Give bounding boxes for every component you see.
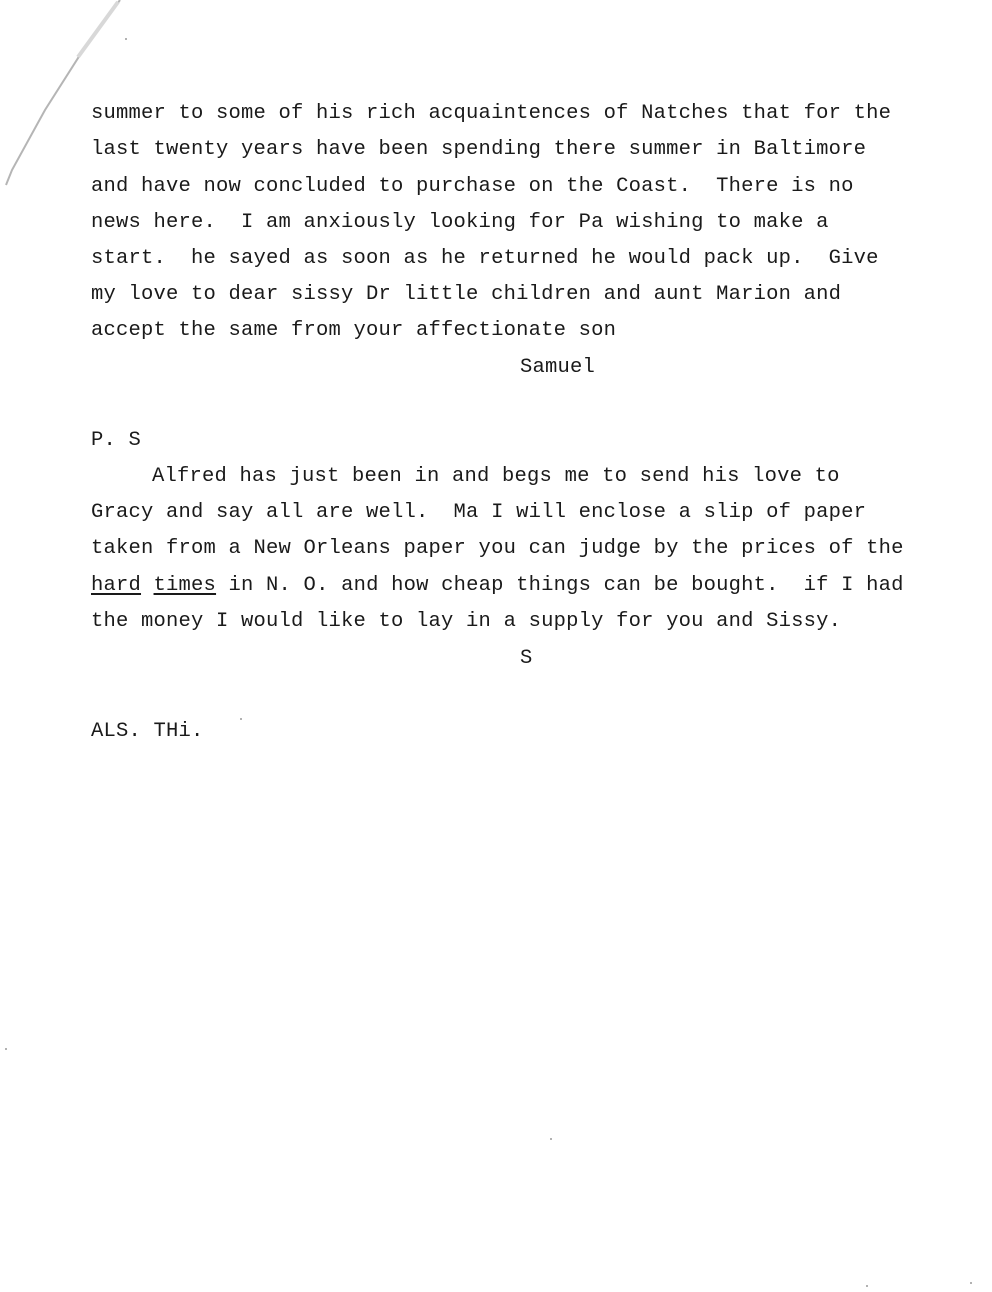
- scan-speck: [970, 1282, 972, 1284]
- letter-line-4: news here. I am anxiously looking for Pa wishing to make a: [91, 211, 829, 234]
- postscript-line-1: Alfred has just been in and begs me to send his love to: [152, 465, 840, 488]
- scan-speck: [5, 1048, 7, 1050]
- scan-speck: [125, 38, 127, 40]
- letter-line-7: accept the same from your affectionate son: [91, 319, 617, 342]
- underlined-hard: hard: [91, 574, 142, 597]
- letter-signature: Samuel: [520, 356, 596, 379]
- letter-line-3: and have now concluded to purchase on the Coast. There is no: [91, 175, 854, 198]
- postscript-signature: S: [520, 647, 533, 670]
- letter-line-2: last twenty years have been spending there summer in Baltimore: [91, 138, 867, 161]
- postscript-line-4: [91, 573, 904, 599]
- scan-speck: [866, 1285, 868, 1287]
- underlined-times: times: [153, 574, 217, 597]
- scan-speck: [550, 1138, 552, 1140]
- scan-speck: [240, 718, 242, 720]
- letter-line-6: my love to dear sissy Dr little children and aunt Marion and: [91, 283, 842, 306]
- postscript-heading: P. S: [91, 429, 142, 452]
- source-note: ALS. THi.: [91, 720, 204, 743]
- postscript-line-5: the money I would like to lay in a supply for you and Sissy.: [91, 610, 842, 633]
- letter-line-5: start. he sayed as soon as he returned he would pack up. Give: [91, 247, 879, 270]
- letter-line-1: summer to some of his rich acquaintences of Natches that for the: [91, 102, 892, 125]
- postscript-line-2: Gracy and say all are well. Ma I will enclose a slip of paper: [91, 501, 867, 524]
- fold-crease-mark: [0, 0, 140, 200]
- postscript-line-3: taken from a New Orleans paper you can judge by the prices of the: [91, 537, 904, 560]
- postscript-line-4-rest: in N. O. and how cheap things can be bought. if I had: [216, 574, 904, 597]
